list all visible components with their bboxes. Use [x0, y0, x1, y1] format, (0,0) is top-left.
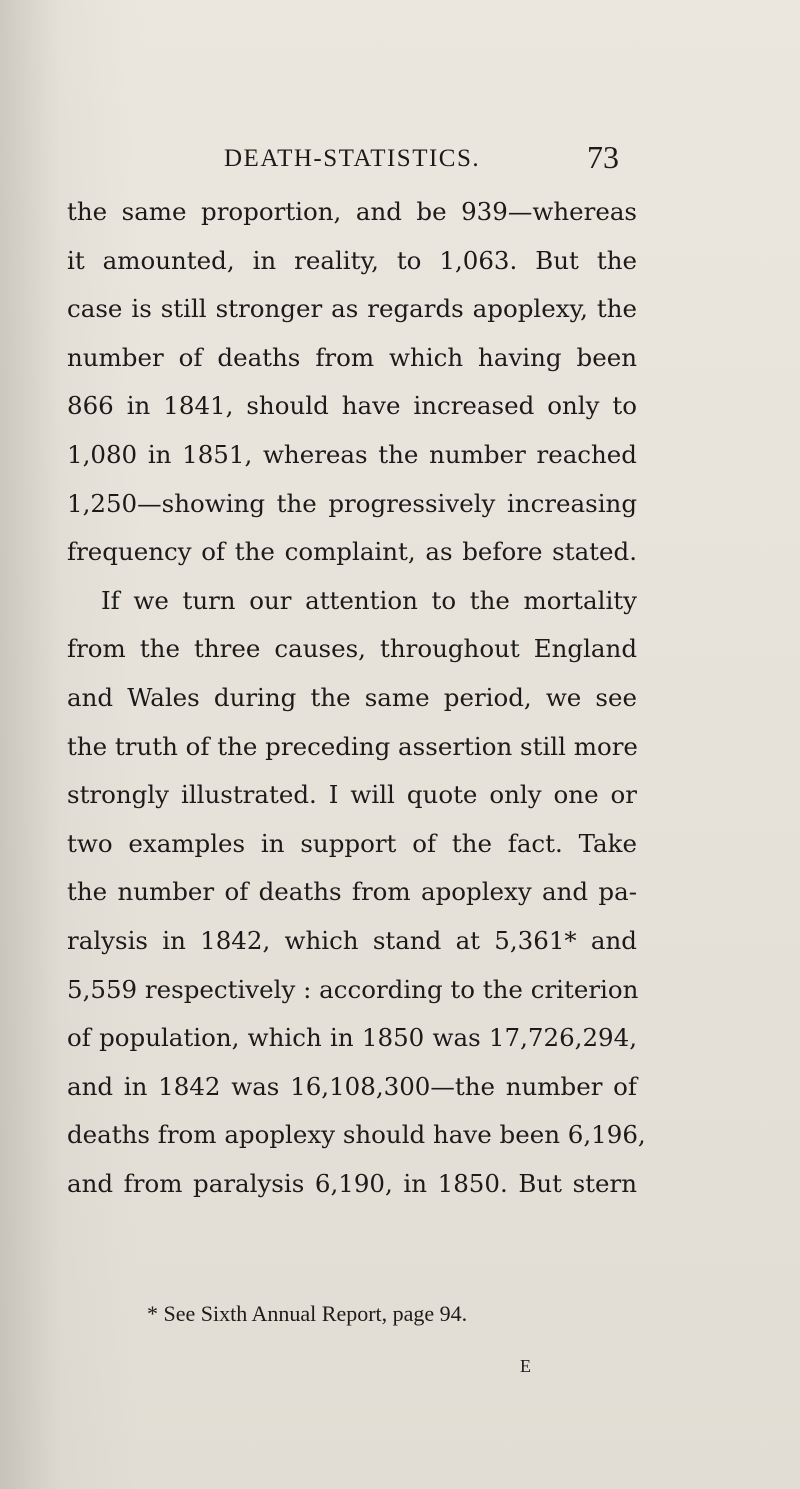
text-line: two examples in support of the fact. Take — [67, 828, 637, 858]
text-line: deaths from apoplexy should have been 6,196, — [67, 1120, 646, 1150]
text-line: If we turn our attention to the mortality — [101, 585, 637, 615]
text-line: and from paralysis 6,190, in 1850. But stern — [67, 1168, 637, 1198]
text-line: ralysis in 1842, which stand at 5,361* and — [67, 925, 637, 955]
text-line: 5,559 respectively : according to the criterion — [67, 974, 639, 1004]
text-line: 1,080 in 1851, whereas the number reached — [67, 439, 637, 469]
body-text — [67, 188, 646, 1208]
text-line: case is still stronger as regards apoplexy, the — [67, 294, 637, 324]
text-line: the truth of the preceding assertion still more — [67, 731, 638, 761]
paragraph-2 — [67, 577, 646, 1209]
text-line: from the three causes, throughout England — [67, 634, 637, 664]
text-line: and in 1842 was 16,108,300—the number of — [67, 1071, 637, 1101]
text-line: it amounted, in reality, to 1,063. But the — [67, 245, 637, 275]
footnote: * See Sixth Annual Report, page 94. — [147, 1301, 468, 1326]
page-number: 73 — [587, 139, 619, 175]
text-line: 866 in 1841, should have increased only to — [67, 391, 637, 421]
text-line: number of deaths from which having been — [67, 342, 637, 372]
text-line: and Wales during the same period, we see — [67, 682, 637, 712]
text-line: the same proportion, and be 939—whereas — [67, 197, 637, 226]
text-line: strongly illustrated. I will quote only one or — [67, 780, 637, 810]
running-head — [0, 140, 800, 180]
text-line: frequency of the complaint, as before stated. — [67, 537, 637, 567]
text-line: 1,250—showing the progressively increasing — [67, 488, 637, 518]
text-line: the number of deaths from apoplexy and pa- — [67, 877, 637, 907]
text-line: of population, which in 1850 was 17,726,294, — [67, 1023, 637, 1053]
paragraph-1 — [67, 188, 637, 577]
running-title: DEATH-STATISTICS. — [224, 145, 481, 172]
signature-mark: E — [520, 1356, 531, 1376]
